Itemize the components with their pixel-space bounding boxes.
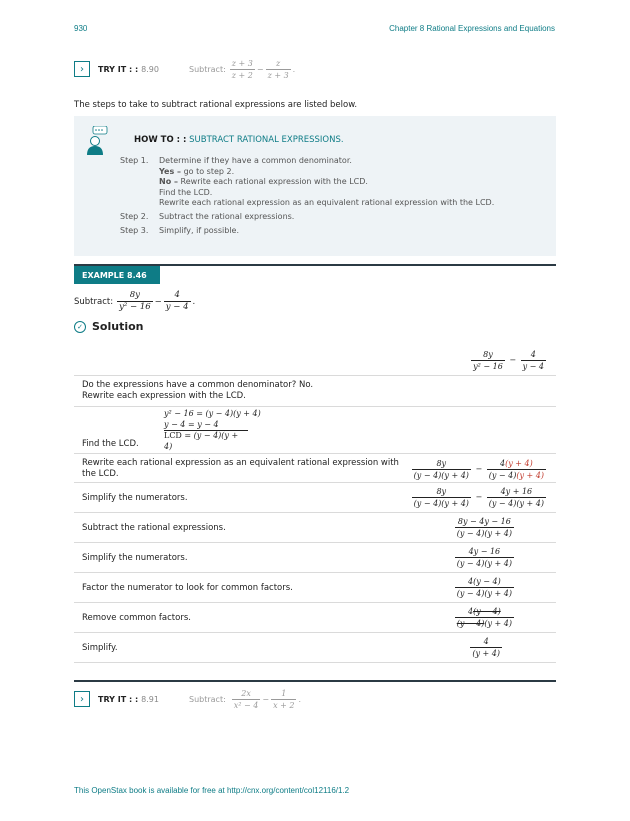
cancelled-factor: (y − 4) <box>456 619 485 628</box>
numerator: 1 <box>281 688 287 698</box>
step-1-line-4: Find the LCD. <box>159 187 213 197</box>
denominator: x + 2 <box>273 700 295 710</box>
denominator: (y + 4) <box>472 649 500 658</box>
minus-sign: − <box>509 355 517 365</box>
step-2-label: Step 2. <box>120 212 149 221</box>
row-text: Rewrite each expression with the LCD. <box>82 391 246 401</box>
step-1-text <box>159 156 494 209</box>
try-it-8-90 <box>74 60 295 78</box>
denominator: y² − 16 <box>473 362 503 371</box>
no-text: Rewrite each rational expression with the LCD. <box>180 177 368 186</box>
numerator: 4y + 16 <box>500 487 533 496</box>
denominator: (y − 4)(y + 4) <box>456 529 512 538</box>
table-row <box>74 453 556 483</box>
numerator: 4 <box>499 459 506 468</box>
try-it-label: TRY IT : : <box>98 64 139 74</box>
period: . <box>298 694 302 704</box>
numerator: z + 3 <box>231 58 253 68</box>
expression <box>468 636 504 659</box>
denominator: (y + 4) <box>484 619 512 628</box>
minus-sign: − <box>256 64 264 74</box>
minus-sign: − <box>262 694 270 704</box>
lcd-result <box>164 430 248 452</box>
expression <box>410 458 548 481</box>
expression <box>453 516 516 539</box>
page-number: 930 <box>74 24 88 33</box>
lcd-value: = (y − 4)(y + 4) <box>164 431 239 451</box>
try-it-expression <box>189 58 295 81</box>
howto-title <box>134 135 344 145</box>
table-row <box>74 483 556 513</box>
solution-label: Solution <box>92 320 144 333</box>
expression <box>469 349 548 372</box>
row-label: Factor the numerator to look for common factors. <box>82 583 293 593</box>
intro-text: The steps to take to subtract rational expressions are listed below. <box>74 100 358 110</box>
denominator: y² − 16 <box>119 302 151 312</box>
denominator: (y − 4) <box>488 471 517 480</box>
try-it-number: 8.90 <box>141 64 159 74</box>
table-row <box>74 513 556 543</box>
highlight-factor: (y + 4) <box>516 471 544 480</box>
minus-sign: − <box>475 492 483 502</box>
try-it-prompt: Subtract: <box>188 694 226 704</box>
try-it-expression <box>189 688 301 711</box>
lcd-work <box>164 409 261 452</box>
step-1-label: Step 1. <box>120 156 149 165</box>
row-text: the LCD. <box>82 469 119 479</box>
table-row <box>74 633 556 663</box>
row-label <box>82 380 313 402</box>
expression <box>453 546 516 569</box>
numerator: 4 <box>483 637 489 646</box>
try-it-prompt: Subtract: <box>188 64 226 74</box>
minus-sign: − <box>154 296 162 307</box>
denominator: y − 4 <box>522 362 544 371</box>
numerator: z <box>276 58 281 68</box>
example-problem <box>74 290 195 313</box>
numerator: 4 <box>530 350 536 359</box>
howto-box <box>74 116 556 256</box>
solution-heading <box>74 320 144 333</box>
section-divider <box>74 680 556 682</box>
howto-heading: SUBTRACT RATIONAL EXPRESSIONS. <box>189 135 344 145</box>
numerator: 8y <box>483 350 493 359</box>
row-label: Simplify the numerators. <box>82 493 188 503</box>
denominator: (y − 4)(y + 4) <box>488 499 544 508</box>
fraction-1 <box>117 290 153 313</box>
check-circle-icon: ✓ <box>74 321 86 333</box>
lcd-label: LCD <box>164 431 182 440</box>
try-it-8-91 <box>74 690 301 708</box>
example-prompt: Subtract: <box>74 296 114 307</box>
expression <box>453 576 516 599</box>
chevron-right-icon[interactable]: › <box>74 61 90 77</box>
denominator: (y − 4)(y + 4) <box>456 589 512 598</box>
denominator: y − 4 <box>165 302 189 312</box>
try-it-label: TRY IT : : <box>98 694 139 704</box>
solution-table <box>74 345 556 663</box>
person-icon <box>84 126 108 156</box>
footer-text: This OpenStax book is available for free at http://cnx.org/content/col12116/1.2 <box>74 786 350 795</box>
row-label <box>82 458 399 480</box>
fraction-2 <box>266 58 291 81</box>
numerator: 4 <box>467 607 474 616</box>
step-3-text: Simplify, if possible. <box>159 226 239 235</box>
chapter-title: Chapter 8 Rational Expressions and Equations <box>389 24 555 33</box>
yes-text: go to step 2. <box>183 166 235 176</box>
period: . <box>292 64 296 74</box>
period: . <box>192 296 196 307</box>
numerator: 8y − 4y − 16 <box>457 517 511 526</box>
row-label: Simplify the numerators. <box>82 553 188 563</box>
step-1-line-5: Rewrite each rational expression as an equivalent rational expression with the LCD. <box>159 198 495 207</box>
lcd-line: y − 4 = y − 4 <box>164 419 219 429</box>
row-label: Simplify. <box>82 643 118 653</box>
fraction-2 <box>164 290 191 313</box>
try-it-number: 8.91 <box>141 694 159 704</box>
table-row <box>74 345 556 376</box>
table-row <box>74 407 556 453</box>
example-badge: EXAMPLE 8.46 <box>74 266 160 284</box>
fraction-2 <box>271 688 296 711</box>
step-1-line-3 <box>159 177 494 188</box>
denominator: z + 2 <box>231 70 253 80</box>
row-label: Remove common factors. <box>82 613 191 623</box>
step-2-text: Subtract the rational expressions. <box>159 212 295 221</box>
expression <box>453 606 516 629</box>
denominator: x² − 4 <box>233 700 259 710</box>
chevron-right-icon[interactable]: › <box>74 691 90 707</box>
numerator: 4(y − 4) <box>467 577 501 586</box>
denominator: (y − 4)(y + 4) <box>413 471 469 480</box>
highlight-factor: (y + 4) <box>505 459 533 468</box>
table-row <box>74 376 556 407</box>
minus-sign: − <box>475 464 483 474</box>
howto-prefix: HOW TO : : <box>134 135 187 145</box>
step-1-line-2 <box>159 167 494 178</box>
fraction-1 <box>232 688 261 711</box>
numerator: 8y <box>436 487 447 496</box>
numerator: 8y <box>436 459 447 468</box>
cancelled-factor: (y − 4) <box>473 607 501 616</box>
yes-label: Yes – <box>159 166 182 176</box>
numerator: 8y <box>129 290 140 300</box>
numerator: 4y − 16 <box>468 547 501 556</box>
numerator: 4 <box>174 290 180 300</box>
table-row <box>74 543 556 573</box>
row-text: Do the expressions have a common denominator? No. <box>82 380 314 390</box>
no-label: No – <box>159 177 178 186</box>
denominator: z + 3 <box>267 70 289 80</box>
table-row <box>74 573 556 603</box>
step-1-line-1: Determine if they have a common denominator. <box>159 156 352 165</box>
denominator: (y − 4)(y + 4) <box>413 499 469 508</box>
row-label: Find the LCD. <box>82 439 139 449</box>
numerator: 2x <box>241 688 251 698</box>
table-row <box>74 603 556 633</box>
row-label: Subtract the rational expressions. <box>82 523 226 533</box>
denominator: (y − 4)(y + 4) <box>456 559 512 568</box>
step-3-label: Step 3. <box>120 226 149 235</box>
lcd-line: y² − 16 = (y − 4)(y + 4) <box>164 409 261 418</box>
row-text: Rewrite each rational expression as an equivalent rational expression with <box>82 458 399 468</box>
fraction-1 <box>230 58 255 81</box>
expression <box>410 486 548 509</box>
